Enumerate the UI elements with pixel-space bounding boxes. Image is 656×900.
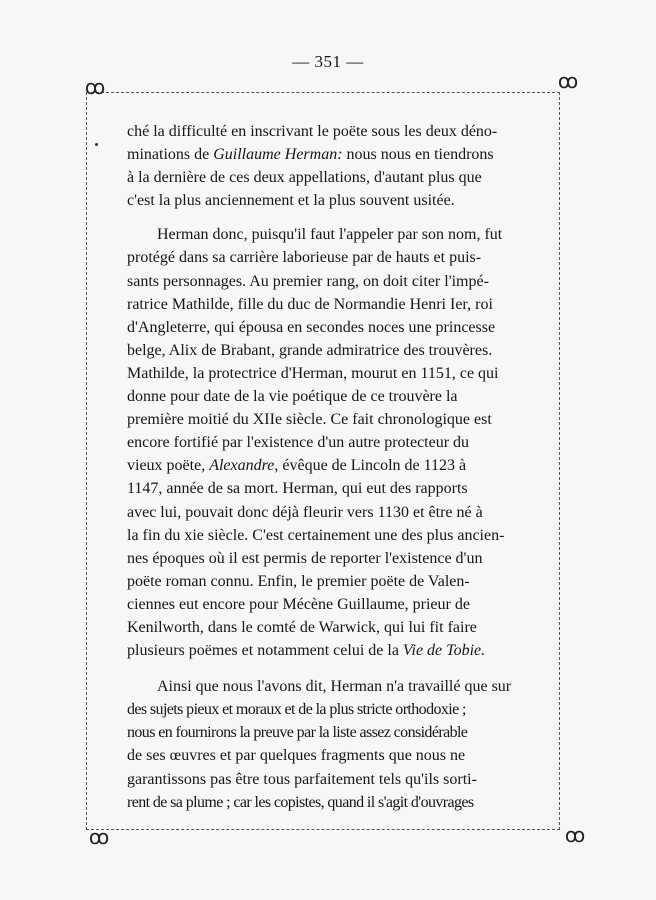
text-line: poëte roman connu. Enfin, le premier poëte de Valen-	[127, 572, 470, 590]
text-run: plusieurs poëmes et notamment celui de la	[127, 642, 403, 660]
text-run: minations de	[127, 146, 214, 164]
text-line: Herman donc, puisqu'il faut l'appeler par son nom, fut	[157, 226, 503, 244]
text-line	[127, 143, 519, 166]
page-number: — 351 —	[292, 52, 364, 71]
text-line: garantissons pas être tous parfaitement tels qu'ils sorti-	[127, 770, 477, 788]
text-line: des sujets pieux et moraux et de la plus stricte orthodoxie ;	[127, 701, 466, 719]
text-line: nes époques où il est permis de reporter l'existence d'un	[127, 549, 483, 567]
corner-ornament-bottom-right-icon: ꝏ	[564, 823, 586, 847]
text-line: avec lui, pouvait donc déjà fleurir vers 1130 et être né à	[127, 503, 483, 521]
text-run: nous nous en tiendrons	[342, 146, 494, 164]
work-title-italic: Vie de Tobie.	[402, 642, 486, 660]
text-line: donne pour date de la vie poétique de ce trouvère la	[127, 388, 458, 406]
text-line: ché la difficulté en inscrivant le poëte sous les deux déno-	[127, 123, 498, 140]
text-line	[127, 639, 519, 662]
corner-ornament-top-left-icon: ꝏ	[84, 75, 106, 99]
text-line	[127, 454, 519, 477]
text-line: Ainsi que nous l'avons dit, Herman n'a travaillé que sur	[157, 678, 512, 696]
text-line: 1147, année de sa mort. Herman, qui eut des rapports	[127, 480, 468, 498]
text-line: belge, Alix de Brabant, grande admiratrice des trouvères.	[127, 341, 493, 359]
paragraph-1	[127, 120, 519, 212]
text-line: encore fortifié par l'existence d'un autre protecteur du	[127, 434, 470, 452]
body-text	[127, 120, 519, 814]
paragraph-2	[127, 223, 519, 662]
text-run: vieux poëte,	[127, 457, 210, 475]
text-line: ratrice Mathilde, fille du duc de Normandie Henri Ier, roi	[127, 295, 493, 313]
text-line: Mathilde, la protectrice d'Herman, mourut en 1151, ce qui	[127, 364, 499, 382]
corner-ornament-top-right-icon: ꝏ	[557, 69, 579, 93]
margin-mark	[95, 143, 98, 146]
person-name-italic: Alexandre	[209, 457, 275, 475]
author-name-italic: Guillaume Herman:	[213, 146, 343, 164]
text-line: c'est la plus anciennement et la plus souvent usitée.	[127, 192, 455, 210]
text-line: protégé dans sa carrière laborieuse par de hauts et puis-	[127, 249, 482, 267]
text-line: sants personnages. Au premier rang, on doit citer l'impé-	[127, 272, 489, 290]
corner-ornament-bottom-left-icon: ꝏ	[88, 825, 110, 849]
text-line: à la dernière de ces deux appellations, d'autant plus que	[127, 169, 482, 187]
paragraph-3	[127, 675, 519, 814]
text-line: rent de sa plume ; car les copistes, quand il s'agit d'ouvrages	[127, 793, 474, 811]
text-line: Kenilworth, dans le comté de Warwick, qui lui fit faire	[127, 618, 477, 636]
text-line: nous en fournirons la preuve par la liste assez considérable	[127, 724, 468, 742]
text-line: de ses œuvres et par quelques fragments que nous ne	[127, 747, 466, 765]
text-line: première moitié du XIIe siècle. Ce fait chronologique est	[127, 411, 492, 429]
text-line: la fin du xie siècle. C'est certainement une des plus ancien-	[127, 526, 505, 544]
text-line: d'Angleterre, qui épousa en secondes noces une princesse	[127, 318, 496, 336]
text-run: , évêque de Lincoln de 1123 à	[274, 457, 467, 475]
text-line: ciennes eut encore pour Mécène Guillaume, prieur de	[127, 595, 470, 613]
